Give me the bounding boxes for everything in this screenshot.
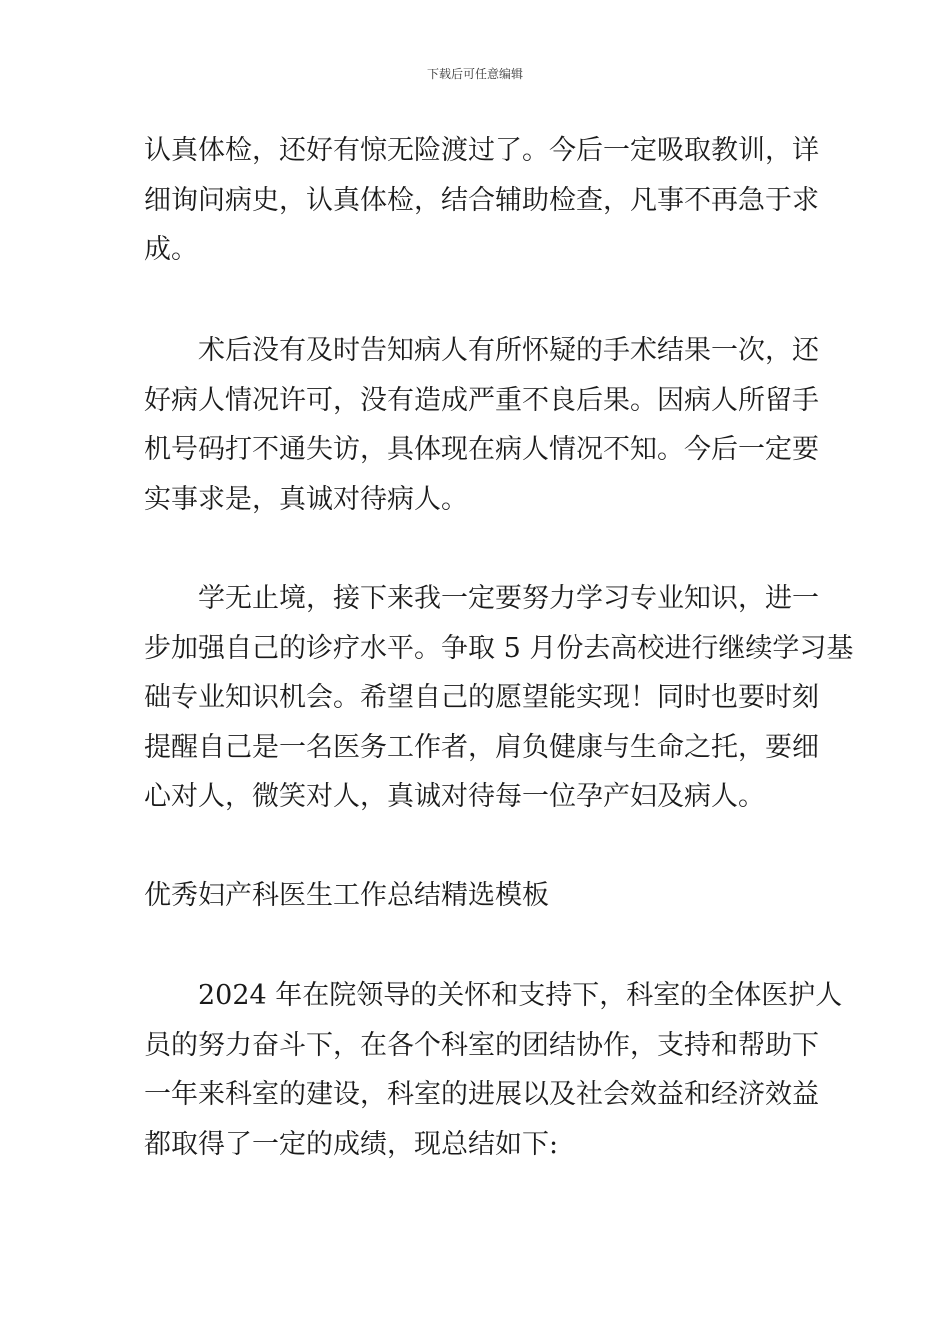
section-title-block bbox=[144, 871, 810, 921]
paragraph-line: 学无止境，接下来我一定要努力学习专业知识，进一 bbox=[198, 583, 819, 614]
paragraph-line: 一年来科室的建设，科室的进展以及社会效益和经济效益 bbox=[144, 1079, 819, 1110]
paragraph-line: 员的努力奋斗下，在各个科室的团结协作，支持和帮助下 bbox=[144, 1029, 819, 1061]
paragraph-4 bbox=[144, 971, 843, 1169]
paragraph-line: 认真体检，还好有惊无险渡过了。今后一定吸取教训，详 bbox=[144, 135, 819, 166]
paragraph-line: 机号码打不通失访，具体现在病人情况不知。今后一定要 bbox=[144, 434, 819, 465]
paragraph-line: 术后没有及时告知病人有所怀疑的手术结果一次，还 bbox=[198, 335, 819, 366]
paragraph-line: 好病人情况许可，没有造成严重不良后果。因病人所留手 bbox=[144, 384, 819, 416]
paragraph-line: 都取得了一定的成绩，现总结如下: bbox=[144, 1128, 559, 1160]
paragraph-3 bbox=[144, 574, 854, 822]
paragraph-line: 提醒自己是一名医务工作者，肩负健康与生命之托，要细 bbox=[144, 731, 819, 763]
paragraph-line: 细询问病史，认真体检，结合辅助检查，凡事不再急于求 bbox=[144, 184, 819, 216]
paragraph-line: 2024 年在院领导的关怀和支持下，科室的全体医护人 bbox=[198, 980, 843, 1011]
paragraph-line: 成。 bbox=[144, 234, 198, 265]
paragraph-line: 础专业知识机会。希望自己的愿望能实现！同时也要时刻 bbox=[144, 682, 819, 713]
paragraph-line: 步加强自己的诊疗水平。争取 5 月份去高校进行继续学习基 bbox=[144, 632, 854, 664]
page-header-note: 下载后可任意编辑 bbox=[426, 67, 523, 81]
paragraph-line: 心对人，微笑对人，真诚对待每一位孕产妇及病人。 bbox=[144, 781, 765, 812]
paragraph-1 bbox=[144, 126, 819, 275]
section-title: 优秀妇产科医生工作总结精选模板 bbox=[144, 880, 549, 911]
paragraph-2 bbox=[144, 326, 819, 524]
paragraph-line: 实事求是，真诚对待病人。 bbox=[144, 483, 468, 515]
